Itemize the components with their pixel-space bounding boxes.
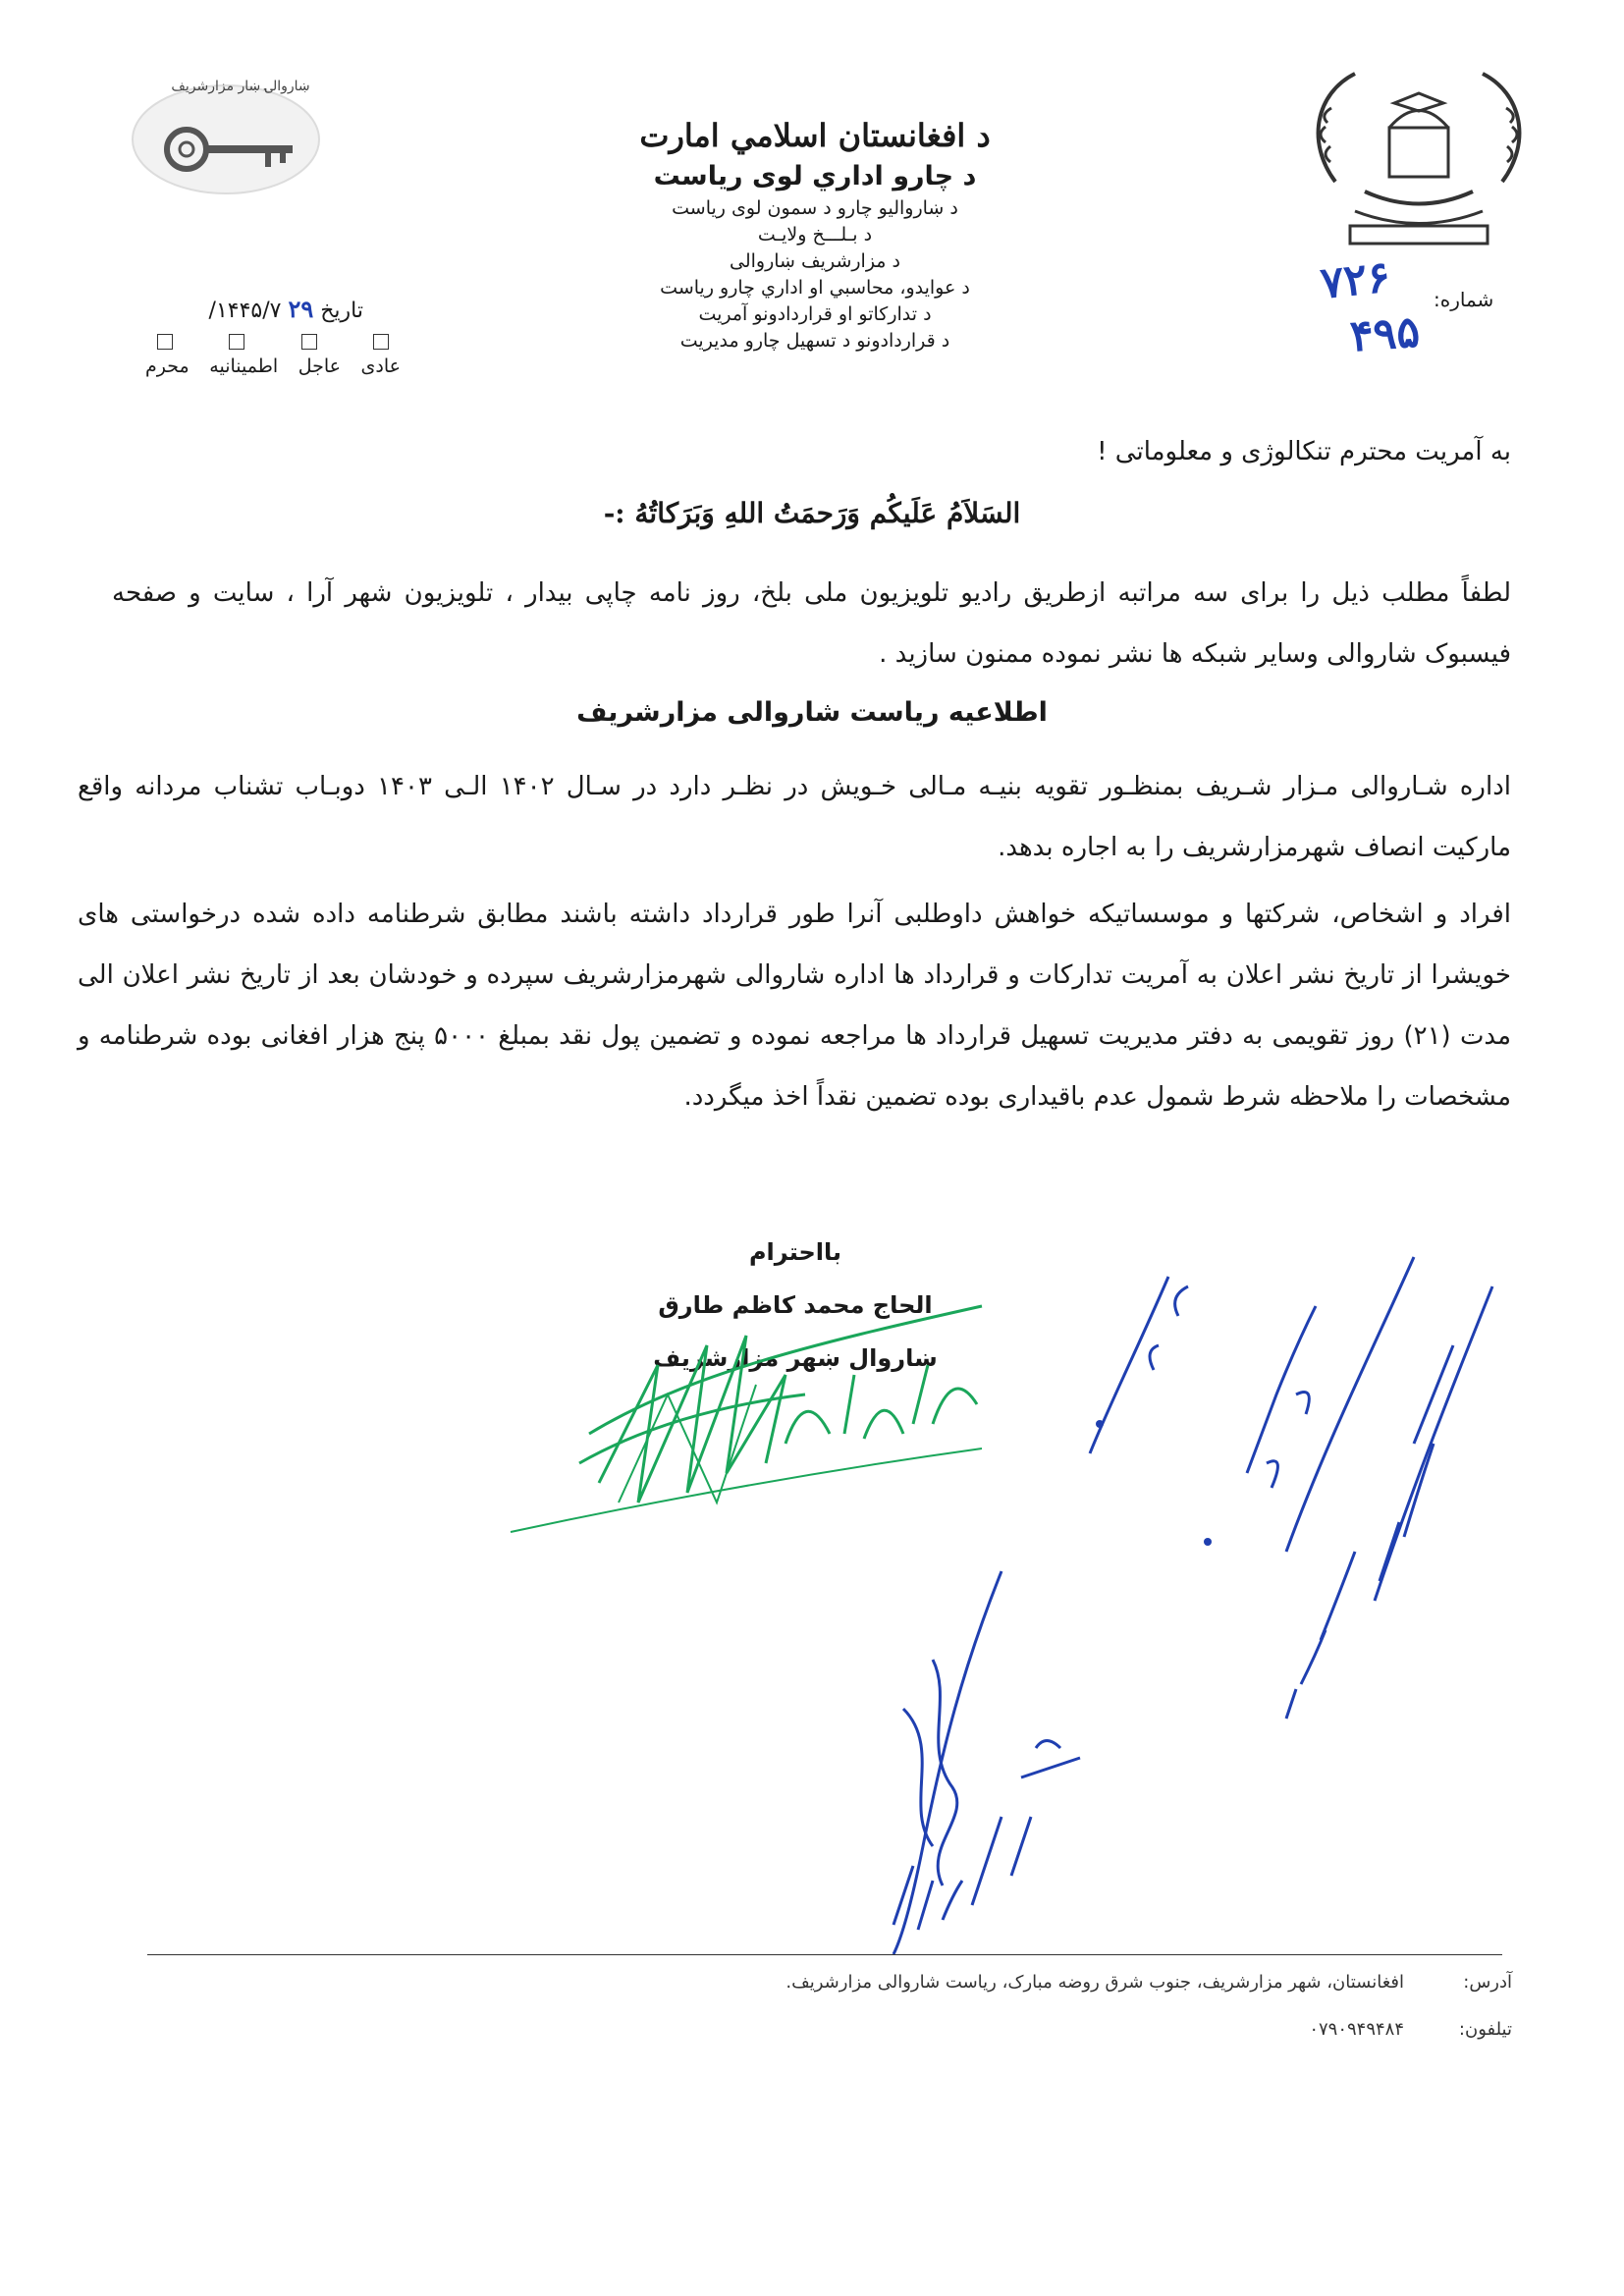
emirate-emblem-icon	[1296, 54, 1542, 255]
letterhead-line: د عوایدو، محاسبي او اداري چارو ریاست	[660, 277, 970, 299]
priority-checkbox[interactable]	[229, 334, 244, 350]
priority-checkbox[interactable]	[157, 334, 173, 350]
letterhead-line: د مزارشریف ښاروالی	[730, 250, 900, 272]
number-handwritten: ۷۲۶	[1318, 251, 1393, 309]
date-handwritten: ۲۹	[288, 295, 314, 323]
priority-checkbox[interactable]	[373, 334, 389, 350]
admin-title: د چارو اداري لوی ریاست	[653, 161, 977, 191]
handwritten-blue-signature	[864, 1552, 1119, 1964]
letterhead-line: د بـلـــخ ولایـت	[757, 224, 873, 246]
priority-label: عادی	[360, 355, 401, 377]
notice-title: اطلاعیه ریاست شاروالی مزارشریف	[576, 697, 1048, 728]
number-handwritten-secondary: ۴۹۵	[1348, 306, 1422, 362]
salutation: السَلاَمُ عَلَیکُم وَرَحمَتُ اللهِ وَبَرَکاتُهُ :-	[603, 497, 1021, 529]
date-field	[187, 295, 363, 323]
date-label: تاریخ	[320, 299, 363, 323]
regards-text: بااحترام	[748, 1238, 842, 1266]
address-label: آدرس:	[1463, 1972, 1512, 1993]
signer-name: الحاج محمد کاظم طارق	[658, 1291, 933, 1319]
priority-checkbox[interactable]	[301, 334, 317, 350]
municipality-caption: ښاروالۍ ښار مزارشریف	[171, 79, 310, 94]
notice-paragraph: اداره شـاروالی مـزار شـریف بمنظـور تقویه بنیـه مـالی خـویش در نظـر دارد در سـال ۱۴۰۲ الـی ۱۴۰۳ دوبـاب تشناب مردانه واقع مارکیت انصاف شهرمزارشریف را به اجاره بدهد.	[78, 772, 1511, 862]
footer-divider	[147, 1954, 1502, 1955]
letterhead-line: د قراردادونو د تسهیل چارو مدیریت	[679, 330, 950, 352]
emirate-title: د افغانستان اسلامي امارت	[639, 117, 991, 154]
date-value: ۱۴۴۵/۷/	[208, 299, 282, 323]
signer-title: ښاروال ښهر مزارشریف	[653, 1344, 938, 1372]
priority-label: عاجل	[298, 355, 341, 377]
number-label: شماره:	[1434, 288, 1494, 311]
recipient-line: به آمریت محترم تنکالوژی و معلوماتی !	[1097, 437, 1511, 466]
address-text: افغانستان، شهر مزارشریف، جنوب شرق روضه مبارک، ریاست شاروالی مزارشریف.	[785, 1972, 1404, 1993]
request-paragraph: لطفاً مطلب ذیل را برای سه مراتبه ازطریق رادیو تلویزیون ملی بلخ، روز نامه چاپی بیدار ، تلویزیون شهر آرا ، سایت و صفحه فیسبوک شاروالی وسایر شبکه ها نشر نموده ممنون سازید .	[112, 578, 1511, 669]
conditions-paragraph: افراد و اشخاص، شرکتها و موسساتیکه خواهش داوطلبی آنرا طور قرارداد داشته باشند مطابق شرطنامه داده شده درخواستی های خویشرا از تاریخ نشر اعلان به آمریت تدارکات و قرارداد ها اداره شاروالی شهرمزارشریف سپرده و خودشان بعد از تاریخ نشر اعلان الی مدت (۲۱) روز تقویمی به دفتر مدیریت تسهیل قرارداد ها مراجعه نموده و تضمین پول نقد بمبلغ ۵۰۰۰ پنج هزار افغانی بوده شرطنامه و مشخصات را ملاحظه شرط شمول عدم باقیداری بوده تضمین نقداً اخذ میگردد.	[78, 900, 1511, 1112]
priority-label: اطمینانیه	[209, 355, 279, 377]
letterhead-center	[619, 113, 1011, 355]
phone-label: تیلفون:	[1458, 2019, 1512, 2040]
phone-number: ۰۷۹۰۹۴۹۴۸۴	[1309, 2019, 1404, 2040]
priority-checkboxes	[145, 334, 401, 377]
letterhead-line: د ښاروالیو چارو د سمون لوی ریاست	[672, 197, 958, 219]
priority-label: محرم	[145, 355, 189, 377]
letterhead-line: د تدارکاتو او قراردادونو آمریت	[698, 303, 932, 325]
